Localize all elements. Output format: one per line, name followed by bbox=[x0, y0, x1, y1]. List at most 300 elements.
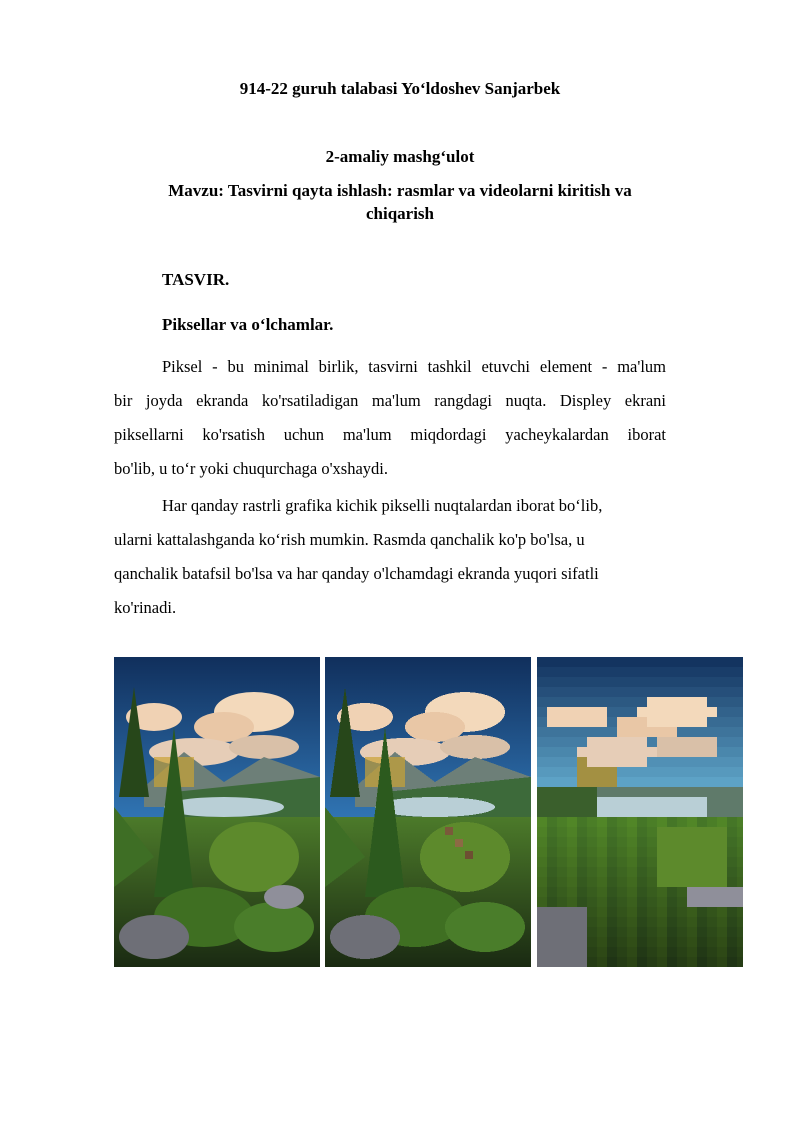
paragraph-line: Piksel - bu minimal birlik, tasvirni tashkil etuvchi element - ma'lum bbox=[162, 357, 666, 376]
pixel-block bbox=[717, 727, 727, 737]
pixel-block bbox=[657, 687, 667, 697]
pixel-block bbox=[707, 877, 717, 887]
pixel-block bbox=[677, 887, 687, 897]
pixel-block bbox=[547, 787, 557, 797]
pixel-block bbox=[607, 717, 617, 727]
pixel-block bbox=[557, 667, 567, 677]
pixel-block bbox=[647, 877, 657, 887]
pixel-block bbox=[677, 927, 687, 937]
pixel-block bbox=[697, 727, 707, 737]
pixel-block bbox=[547, 707, 557, 717]
pixel-block bbox=[727, 737, 737, 747]
pixel-block bbox=[597, 727, 607, 737]
pixel-block bbox=[597, 677, 607, 687]
pixel-block bbox=[727, 927, 737, 937]
pixel-block bbox=[627, 737, 637, 747]
pixel-block bbox=[607, 907, 617, 917]
landscape-photo-original bbox=[114, 657, 320, 967]
pixel-block bbox=[687, 817, 697, 827]
pixel-block bbox=[607, 757, 617, 767]
pixel-block bbox=[737, 737, 743, 747]
pixel-block bbox=[667, 837, 677, 847]
pixel-block bbox=[577, 927, 587, 937]
pixel-block bbox=[657, 847, 667, 857]
pixel-block bbox=[647, 657, 657, 667]
pixel-block bbox=[587, 857, 597, 867]
pixel-block bbox=[717, 767, 727, 777]
pixel-block bbox=[547, 717, 557, 727]
pixel-block bbox=[687, 947, 697, 957]
pixel-block bbox=[657, 807, 667, 817]
pixel-block bbox=[627, 687, 637, 697]
pixel-block bbox=[557, 907, 567, 917]
pixel-block bbox=[677, 657, 687, 667]
pixel-block bbox=[577, 937, 587, 947]
pixel-block bbox=[587, 837, 597, 847]
pixel-block bbox=[567, 767, 577, 777]
pixel-block bbox=[717, 937, 727, 947]
pixel-block bbox=[697, 757, 707, 767]
pixel-block bbox=[647, 867, 657, 877]
pixel-block bbox=[647, 937, 657, 947]
pixel-block bbox=[627, 717, 637, 727]
pixel-block bbox=[677, 907, 687, 917]
pixel-block bbox=[647, 707, 657, 717]
pixel-block bbox=[647, 677, 657, 687]
pixel-block bbox=[547, 697, 557, 707]
pixel-block bbox=[667, 697, 677, 707]
pixel-block bbox=[567, 827, 577, 837]
pixel-block bbox=[637, 927, 647, 937]
pixel-block bbox=[687, 867, 697, 877]
pixel-block bbox=[707, 767, 717, 777]
pixel-block bbox=[567, 737, 577, 747]
pixel-block bbox=[607, 897, 617, 907]
pixel-block bbox=[657, 697, 667, 707]
pixel-block bbox=[567, 797, 577, 807]
pixel-block bbox=[547, 827, 557, 837]
pixel-block bbox=[627, 947, 637, 957]
pixel-block bbox=[597, 747, 607, 757]
pixel-block bbox=[647, 777, 657, 787]
pixel-block bbox=[687, 827, 697, 837]
pixel-block bbox=[647, 837, 657, 847]
pixel-block bbox=[587, 737, 597, 747]
pixel-block bbox=[637, 877, 647, 887]
pixel-block bbox=[577, 727, 587, 737]
pixel-block bbox=[567, 847, 577, 857]
pixel-block bbox=[667, 947, 677, 957]
pixel-block bbox=[697, 827, 707, 837]
pixel-block bbox=[697, 807, 707, 817]
pixel-block bbox=[737, 877, 743, 887]
pixel-block bbox=[707, 957, 717, 967]
paragraph-pixel-definition bbox=[114, 350, 666, 486]
pixel-block bbox=[607, 917, 617, 927]
pixel-block bbox=[577, 827, 587, 837]
pixel-block bbox=[587, 807, 597, 817]
pixel-block bbox=[637, 857, 647, 867]
pixel-block bbox=[637, 867, 647, 877]
pixel-block bbox=[607, 937, 617, 947]
pixel-block bbox=[537, 657, 547, 667]
pixel-block bbox=[597, 717, 607, 727]
pixel-block bbox=[717, 907, 727, 917]
pixel-block bbox=[587, 867, 597, 877]
pixel-block bbox=[547, 687, 557, 697]
pixel-block bbox=[627, 937, 637, 947]
pixel-block bbox=[577, 717, 587, 727]
pixel-block bbox=[727, 857, 737, 867]
pixel-block bbox=[717, 747, 727, 757]
pixel-block bbox=[577, 957, 587, 967]
pixel-block bbox=[707, 677, 717, 687]
pixel-block bbox=[577, 837, 587, 847]
pixel-block bbox=[587, 687, 597, 697]
pixel-block bbox=[547, 807, 557, 817]
pixel-block bbox=[717, 817, 727, 827]
pixel-block bbox=[677, 707, 687, 717]
pixel-block bbox=[717, 677, 727, 687]
pixel-block bbox=[727, 917, 737, 927]
pixel-block bbox=[697, 797, 707, 807]
pixel-block bbox=[577, 867, 587, 877]
pixel-block bbox=[617, 777, 627, 787]
pixel-block bbox=[617, 957, 627, 967]
pixel-block bbox=[737, 777, 743, 787]
pixel-block bbox=[557, 797, 567, 807]
pixel-block bbox=[577, 847, 587, 857]
pixel-block bbox=[567, 747, 577, 757]
pixel-block bbox=[677, 937, 687, 947]
pixel-block bbox=[667, 717, 677, 727]
pixel-block bbox=[727, 887, 737, 897]
pixel-block bbox=[627, 707, 637, 717]
pixel-block bbox=[567, 727, 577, 737]
pixel-block bbox=[597, 707, 607, 717]
pixel-block bbox=[617, 787, 627, 797]
pixel-block bbox=[647, 917, 657, 927]
pixel-block bbox=[597, 957, 607, 967]
pixel-block bbox=[667, 937, 677, 947]
pixel-block bbox=[727, 957, 737, 967]
pixel-block bbox=[607, 867, 617, 877]
pixel-block bbox=[617, 657, 627, 667]
pixel-block bbox=[697, 907, 707, 917]
pixel-block bbox=[537, 667, 547, 677]
pixel-block bbox=[697, 657, 707, 667]
pixel-block bbox=[677, 677, 687, 687]
pixel-block bbox=[557, 687, 567, 697]
pixel-block bbox=[677, 947, 687, 957]
pixel-block bbox=[667, 757, 677, 767]
pixel-block bbox=[537, 797, 547, 807]
pixel-block bbox=[617, 917, 627, 927]
pixel-block bbox=[667, 957, 677, 967]
pixel-block bbox=[737, 847, 743, 857]
pixel-block bbox=[567, 777, 577, 787]
pixel-block bbox=[687, 737, 697, 747]
pixel-block bbox=[607, 857, 617, 867]
pixel-block bbox=[707, 827, 717, 837]
pixel-block bbox=[707, 667, 717, 677]
pixel-block bbox=[727, 777, 737, 787]
pixel-block bbox=[597, 827, 607, 837]
pixel-block bbox=[537, 897, 547, 907]
pixel-block bbox=[667, 867, 677, 877]
pixel-block bbox=[647, 667, 657, 677]
pixel-block bbox=[567, 877, 577, 887]
pixel-block bbox=[667, 767, 677, 777]
pixel-block bbox=[727, 947, 737, 957]
pixel-block bbox=[587, 727, 597, 737]
pixel-block bbox=[717, 957, 727, 967]
pixel-block bbox=[597, 887, 607, 897]
pixel-block bbox=[697, 777, 707, 787]
pixel-block bbox=[647, 717, 657, 727]
pixel-block bbox=[597, 877, 607, 887]
pixel-block bbox=[597, 947, 607, 957]
pixel-block bbox=[677, 837, 687, 847]
pixel-block bbox=[617, 727, 627, 737]
landscape-photo-medium-pixel bbox=[325, 657, 531, 967]
pixel-block bbox=[567, 697, 577, 707]
pixel-block bbox=[707, 947, 717, 957]
pixel-block bbox=[537, 917, 547, 927]
pixel-block bbox=[697, 847, 707, 857]
pixel-block bbox=[627, 887, 637, 897]
pixel-block bbox=[637, 937, 647, 947]
pixel-block bbox=[687, 887, 697, 897]
pixel-block bbox=[537, 907, 547, 917]
pixel-block bbox=[547, 657, 557, 667]
paragraph-line: piksellarni ko'rsatish uchun ma'lum miqdordagi yacheykalardan iborat bbox=[114, 425, 666, 444]
pixel-block bbox=[567, 667, 577, 677]
pixel-block bbox=[687, 667, 697, 677]
pixel-block bbox=[537, 927, 547, 937]
pixel-block bbox=[657, 757, 667, 767]
pixel-block bbox=[717, 857, 727, 867]
pixel-block bbox=[737, 667, 743, 677]
pixel-block bbox=[617, 737, 627, 747]
pixel-block bbox=[557, 697, 567, 707]
pixel-block bbox=[737, 937, 743, 947]
pixel-block bbox=[627, 807, 637, 817]
pixel-block bbox=[567, 807, 577, 817]
pixel-block bbox=[707, 887, 717, 897]
pixel-block bbox=[637, 897, 647, 907]
pixel-block bbox=[667, 917, 677, 927]
pixel-block bbox=[537, 687, 547, 697]
paragraph-raster-graphics bbox=[114, 489, 666, 625]
pixel-block bbox=[647, 887, 657, 897]
pixel-block bbox=[697, 687, 707, 697]
pixel-block bbox=[647, 767, 657, 777]
pixel-block bbox=[577, 877, 587, 887]
pixel-block bbox=[587, 917, 597, 927]
pixel-block bbox=[607, 737, 617, 747]
pixel-block bbox=[727, 797, 737, 807]
pixel-block bbox=[677, 737, 687, 747]
pixel-block bbox=[677, 787, 687, 797]
pixel-block bbox=[737, 797, 743, 807]
pixel-block bbox=[697, 867, 707, 877]
pixel-block bbox=[607, 827, 617, 837]
pixel-block bbox=[697, 897, 707, 907]
pixel-block bbox=[657, 737, 667, 747]
pixel-block bbox=[607, 687, 617, 697]
pixel-block bbox=[537, 717, 547, 727]
pixel-block bbox=[647, 727, 657, 737]
pixel-block bbox=[537, 737, 547, 747]
pixel-block bbox=[607, 807, 617, 817]
pixel-block bbox=[557, 787, 567, 797]
pixel-block bbox=[657, 747, 667, 757]
pixel-block bbox=[547, 877, 557, 887]
pixel-block bbox=[697, 877, 707, 887]
pixel-block bbox=[577, 737, 587, 747]
pixel-block bbox=[567, 887, 577, 897]
pixel-block bbox=[657, 727, 667, 737]
pixel-block bbox=[637, 797, 647, 807]
pixel-block bbox=[727, 667, 737, 677]
pixel-block bbox=[687, 897, 697, 907]
pixel-block bbox=[687, 857, 697, 867]
pixel-block bbox=[597, 817, 607, 827]
pixel-block bbox=[627, 927, 637, 937]
pixel-block bbox=[567, 897, 577, 907]
pixel-block bbox=[667, 747, 677, 757]
pixel-block bbox=[577, 907, 587, 917]
pixel-block bbox=[697, 667, 707, 677]
pixel-block bbox=[657, 877, 667, 887]
pixel-block bbox=[547, 757, 557, 767]
pixel-block bbox=[557, 827, 567, 837]
pixel-block bbox=[647, 757, 657, 767]
pixel-block bbox=[707, 727, 717, 737]
pixel-block bbox=[537, 747, 547, 757]
pixel-block bbox=[587, 667, 597, 677]
pixel-block bbox=[627, 957, 637, 967]
pixel-block bbox=[677, 877, 687, 887]
pixel-block bbox=[637, 787, 647, 797]
pixel-block bbox=[657, 827, 667, 837]
pixel-block bbox=[577, 657, 587, 667]
pixel-block bbox=[667, 807, 677, 817]
pixel-block bbox=[557, 917, 567, 927]
pixel-block bbox=[627, 837, 637, 847]
pixel-block bbox=[557, 727, 567, 737]
pixel-block bbox=[637, 947, 647, 957]
pixel-block bbox=[687, 937, 697, 947]
pixel-block bbox=[667, 657, 677, 667]
pixel-block bbox=[637, 957, 647, 967]
pixel-block bbox=[687, 877, 697, 887]
pixel-block bbox=[587, 797, 597, 807]
pixel-block bbox=[597, 867, 607, 877]
pixel-block bbox=[617, 817, 627, 827]
pixel-block bbox=[567, 717, 577, 727]
pixel-block bbox=[687, 847, 697, 857]
pixel-block bbox=[567, 857, 577, 867]
pixel-block bbox=[607, 707, 617, 717]
pixel-block bbox=[647, 827, 657, 837]
pixel-block bbox=[687, 787, 697, 797]
pixel-block bbox=[597, 897, 607, 907]
pixel-block bbox=[627, 847, 637, 857]
pixel-block bbox=[717, 757, 727, 767]
pixel-block bbox=[537, 867, 547, 877]
pixel-block bbox=[557, 957, 567, 967]
pixel-block bbox=[637, 737, 647, 747]
pixel-block bbox=[737, 687, 743, 697]
pixel-block bbox=[737, 887, 743, 897]
pixel-block bbox=[617, 747, 627, 757]
pixel-block bbox=[677, 777, 687, 787]
pixel-block bbox=[637, 907, 647, 917]
pixel-block bbox=[707, 937, 717, 947]
pixel-comparison-figure bbox=[114, 657, 743, 967]
pixel-block bbox=[547, 917, 557, 927]
pixel-block bbox=[637, 757, 647, 767]
pixel-block bbox=[557, 757, 567, 767]
pixel-block bbox=[737, 727, 743, 737]
pixel-block bbox=[687, 757, 697, 767]
pixel-block bbox=[687, 747, 697, 757]
pixel-block bbox=[717, 897, 727, 907]
pixel-block bbox=[687, 697, 697, 707]
pixel-block bbox=[567, 917, 577, 927]
pixel-block bbox=[617, 797, 627, 807]
pixel-block bbox=[537, 827, 547, 837]
pixel-block bbox=[567, 947, 577, 957]
pixel-block bbox=[607, 947, 617, 957]
pixel-block bbox=[737, 897, 743, 907]
pixel-block bbox=[547, 837, 557, 847]
pixel-block bbox=[677, 797, 687, 807]
pixel-block bbox=[557, 847, 567, 857]
pixel-block bbox=[607, 697, 617, 707]
pixel-block bbox=[627, 747, 637, 757]
pixel-block bbox=[647, 797, 657, 807]
pixel-block bbox=[717, 787, 727, 797]
pixel-block bbox=[717, 947, 727, 957]
pixel-block bbox=[597, 737, 607, 747]
pixel-block bbox=[677, 897, 687, 907]
pixel-block bbox=[717, 697, 727, 707]
pixel-block bbox=[537, 807, 547, 817]
pixel-block bbox=[587, 907, 597, 917]
pixel-block bbox=[727, 867, 737, 877]
pixel-block bbox=[707, 847, 717, 857]
pixel-block bbox=[617, 877, 627, 887]
pixel-block bbox=[737, 817, 743, 827]
pixel-block bbox=[627, 797, 637, 807]
pixel-block bbox=[617, 767, 627, 777]
pixel-block bbox=[737, 757, 743, 767]
pixel-block bbox=[537, 697, 547, 707]
pixel-block bbox=[677, 847, 687, 857]
pixel-block bbox=[547, 857, 557, 867]
pixel-block bbox=[717, 667, 727, 677]
pixel-block bbox=[687, 797, 697, 807]
pixel-block bbox=[557, 747, 567, 757]
pixel-block bbox=[637, 727, 647, 737]
pixel-block bbox=[737, 707, 743, 717]
pixel-block bbox=[617, 687, 627, 697]
pixel-block bbox=[677, 667, 687, 677]
pixel-block bbox=[707, 787, 717, 797]
